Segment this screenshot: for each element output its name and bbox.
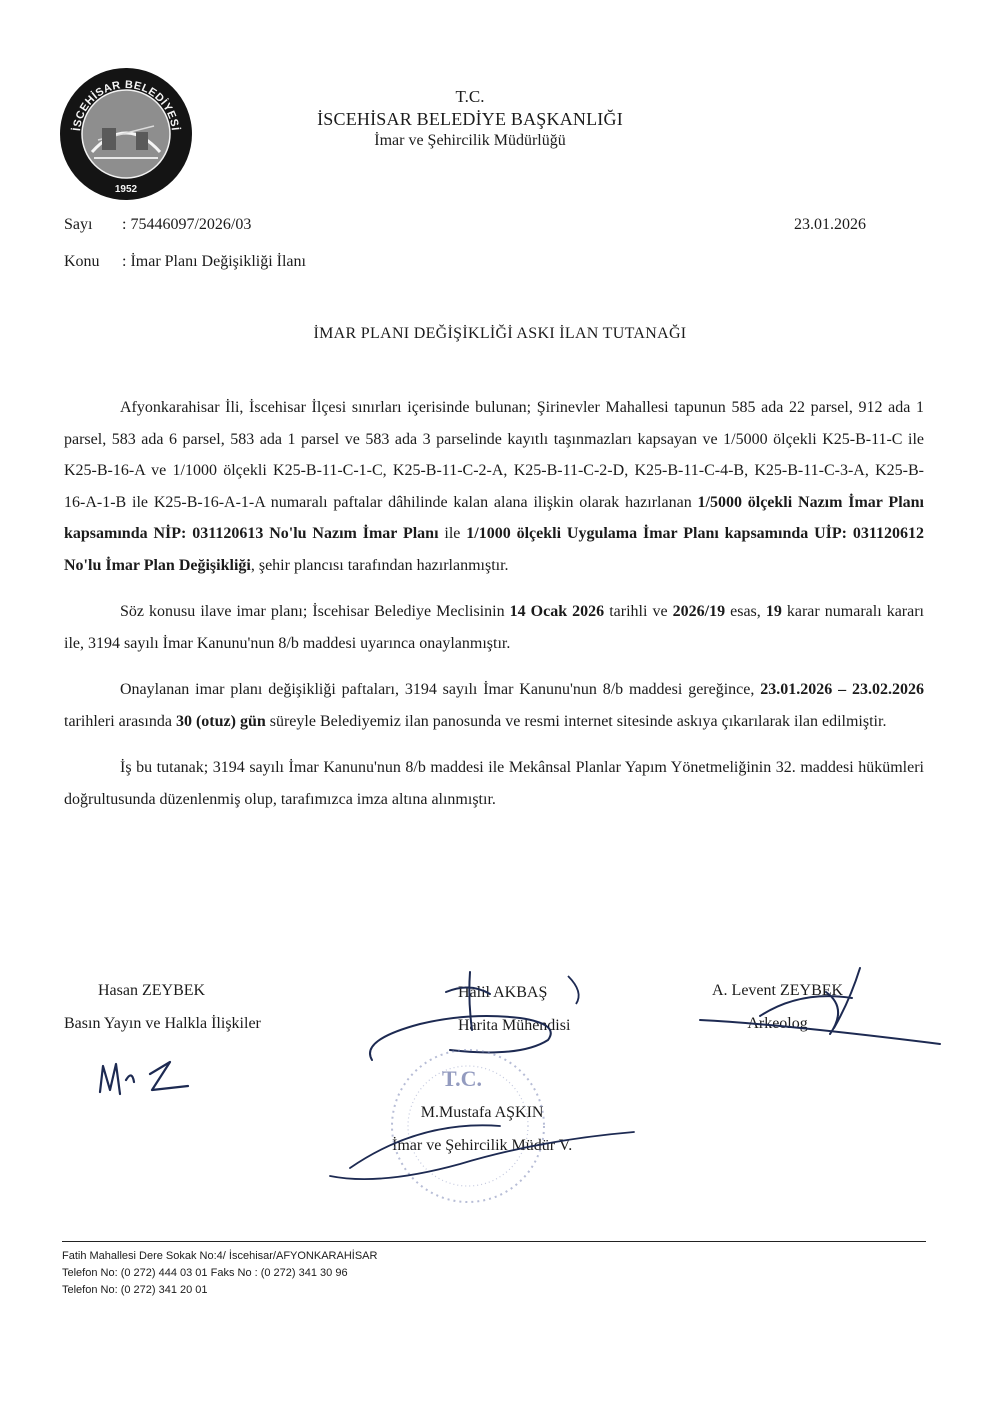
p3-text-end: süreyle Belediyemiz ilan panosunda ve resmi internet sitesinde askıya çıkarılarak ilan edilmiştir.: [265, 712, 887, 730]
p3-bold-dates: 23.01.2026 – 23.02.2026: [760, 681, 925, 698]
letterhead: [250, 86, 690, 152]
signatory-title: Harita Mühendisi: [458, 1017, 571, 1034]
municipality-seal-logo: [58, 66, 194, 202]
p1-bold-uip: 1/1000 ölçekli Uygulama İmar Planı kapsamında UİP: 031120612 No'lu İmar Plan Değişikliği: [64, 525, 924, 574]
footer-phone-fax: Telefon No: (0 272) 444 03 01 Faks No : (0 272) 341 30 96: [62, 1267, 348, 1279]
seal-text: İSCEHİSAR BELEDİYESİ: [71, 78, 181, 132]
signatory-title: İmar ve Şehircilik Müdür V.: [392, 1137, 573, 1154]
sayi-label: Sayı: [64, 216, 93, 233]
signature-block-director: [392, 1096, 572, 1162]
signature-block-archaeology: [712, 974, 843, 1040]
p2-text: Söz konusu ilave imar planı; İscehisar Belediye Meclisinin: [120, 603, 510, 620]
signatory-title: Arkeolog: [747, 1015, 808, 1032]
p3-text: Onaylanan imar planı değişikliği paftaları, 3194 sayılı İmar Kanunu'nun 8/b maddesi gereğince,: [120, 681, 761, 698]
p1-text-joiner: ile: [438, 525, 467, 542]
paragraph-2: [64, 596, 924, 659]
letterhead-office: İSCEHİSAR BELEDİYE BAŞKANLIĞI: [317, 109, 623, 129]
signatory-name: M.Mustafa AŞKIN: [420, 1104, 544, 1121]
footer-phone-2: Telefon No: (0 272) 341 20 01: [62, 1284, 208, 1296]
letterhead-unit: İmar ve Şehircilik Müdürlüğü: [374, 132, 566, 149]
signature-block-press: [64, 974, 261, 1040]
paragraph-1: [64, 392, 924, 581]
p1-bold-nip: 1/5000 ölçekli Nazım İmar Planı kapsamında NİP: 031120613 No'lu Nazım İmar Planı: [64, 493, 924, 542]
p2-bold-esas: 2026/19: [672, 603, 726, 620]
konu-label: Konu: [64, 253, 100, 270]
subject-line: [64, 253, 306, 271]
signatory-title: Basın Yayın ve Halkla İlişkiler: [64, 1015, 261, 1032]
seal-year: 1952: [114, 184, 138, 195]
footer-address: Fatih Mahallesi Dere Sokak No:4/ İscehisar/AFYONKARAHİSAR: [62, 1250, 378, 1262]
stamp-text: T.C.: [442, 1066, 482, 1091]
signature-block-survey: [458, 976, 570, 1042]
sayi-value: : 75446097/2026/03: [122, 216, 252, 233]
signature-initials-icon: [100, 1062, 188, 1094]
p1-text-end: , şehir plancısı tarafından hazırlanmıştır.: [250, 556, 509, 574]
p2-text-2: tarihli ve: [604, 603, 673, 620]
letterhead-tc: T.C.: [455, 87, 485, 106]
footer-contact: [62, 1248, 377, 1299]
signatory-name: Halil AKBAŞ: [458, 984, 548, 1001]
reference-number: [64, 216, 251, 234]
p2-text-end: karar numaralı kararı ile, 3194 sayılı İmar Kanunu'nun 8/b maddesi uyarınca onaylanmıştır.: [64, 603, 924, 652]
konu-value: : İmar Planı Değişikliği İlanı: [122, 253, 306, 270]
footer-divider: [62, 1241, 926, 1242]
p2-bold-date: 14 Ocak 2026: [509, 603, 605, 620]
paragraph-4: İş bu tutanak; 3194 sayılı İmar Kanunu'nun 8/b maddesi ile Mekânsal Planlar Yapım Yönetmeliğinin 32. maddesi hükümleri doğrultusunda düzenlenmiş olup, tarafımızca imza altına alınmıştır.: [64, 759, 924, 808]
p2-bold-karar: 19: [765, 603, 782, 620]
signatory-name: A. Levent ZEYBEK: [712, 982, 844, 999]
p1-text: Afyonkarahisar İli, İscehisar İlçesi sınırları içerisinde bulunan; Şirinevler Mahallesi tapunun 585 ada 22 parsel, 912 ada 1 parsel, 583 ada 6 parsel, 583 ada 1 parsel ve 583 ada 3 parselinde kayıtlı taşınmazları kapsayan ve 1/5000 ölçekli K25-B-11-C ile K25-B-16-A ve 1/1000 ölçekli K25-B-11-C-1-C, K25-B-11-C-2-A, K25-B-11-C-2-D, K25-B-11-C-4-B, K25-B-11-C-3-A, K25-B-16-A-1-B ile K25-B-16-A-1-A numaralı paftalar dâhilinde kalan alana ilişkin olarak hazırlanan: [64, 399, 924, 511]
p3-bold-duration: 30 (otuz) gün: [175, 712, 266, 730]
p2-text-3: esas,: [725, 603, 766, 620]
p3-text-2: tarihleri arasında: [64, 712, 176, 730]
signatory-name: Hasan ZEYBEK: [98, 982, 206, 999]
paragraph-3: [64, 674, 924, 737]
document-date: 23.01.2026: [794, 216, 866, 233]
document-title: İMAR PLANI DEĞİŞİKLİĞİ ASKI İLAN TUTANAĞI: [313, 325, 687, 342]
document-body: [64, 392, 924, 830]
